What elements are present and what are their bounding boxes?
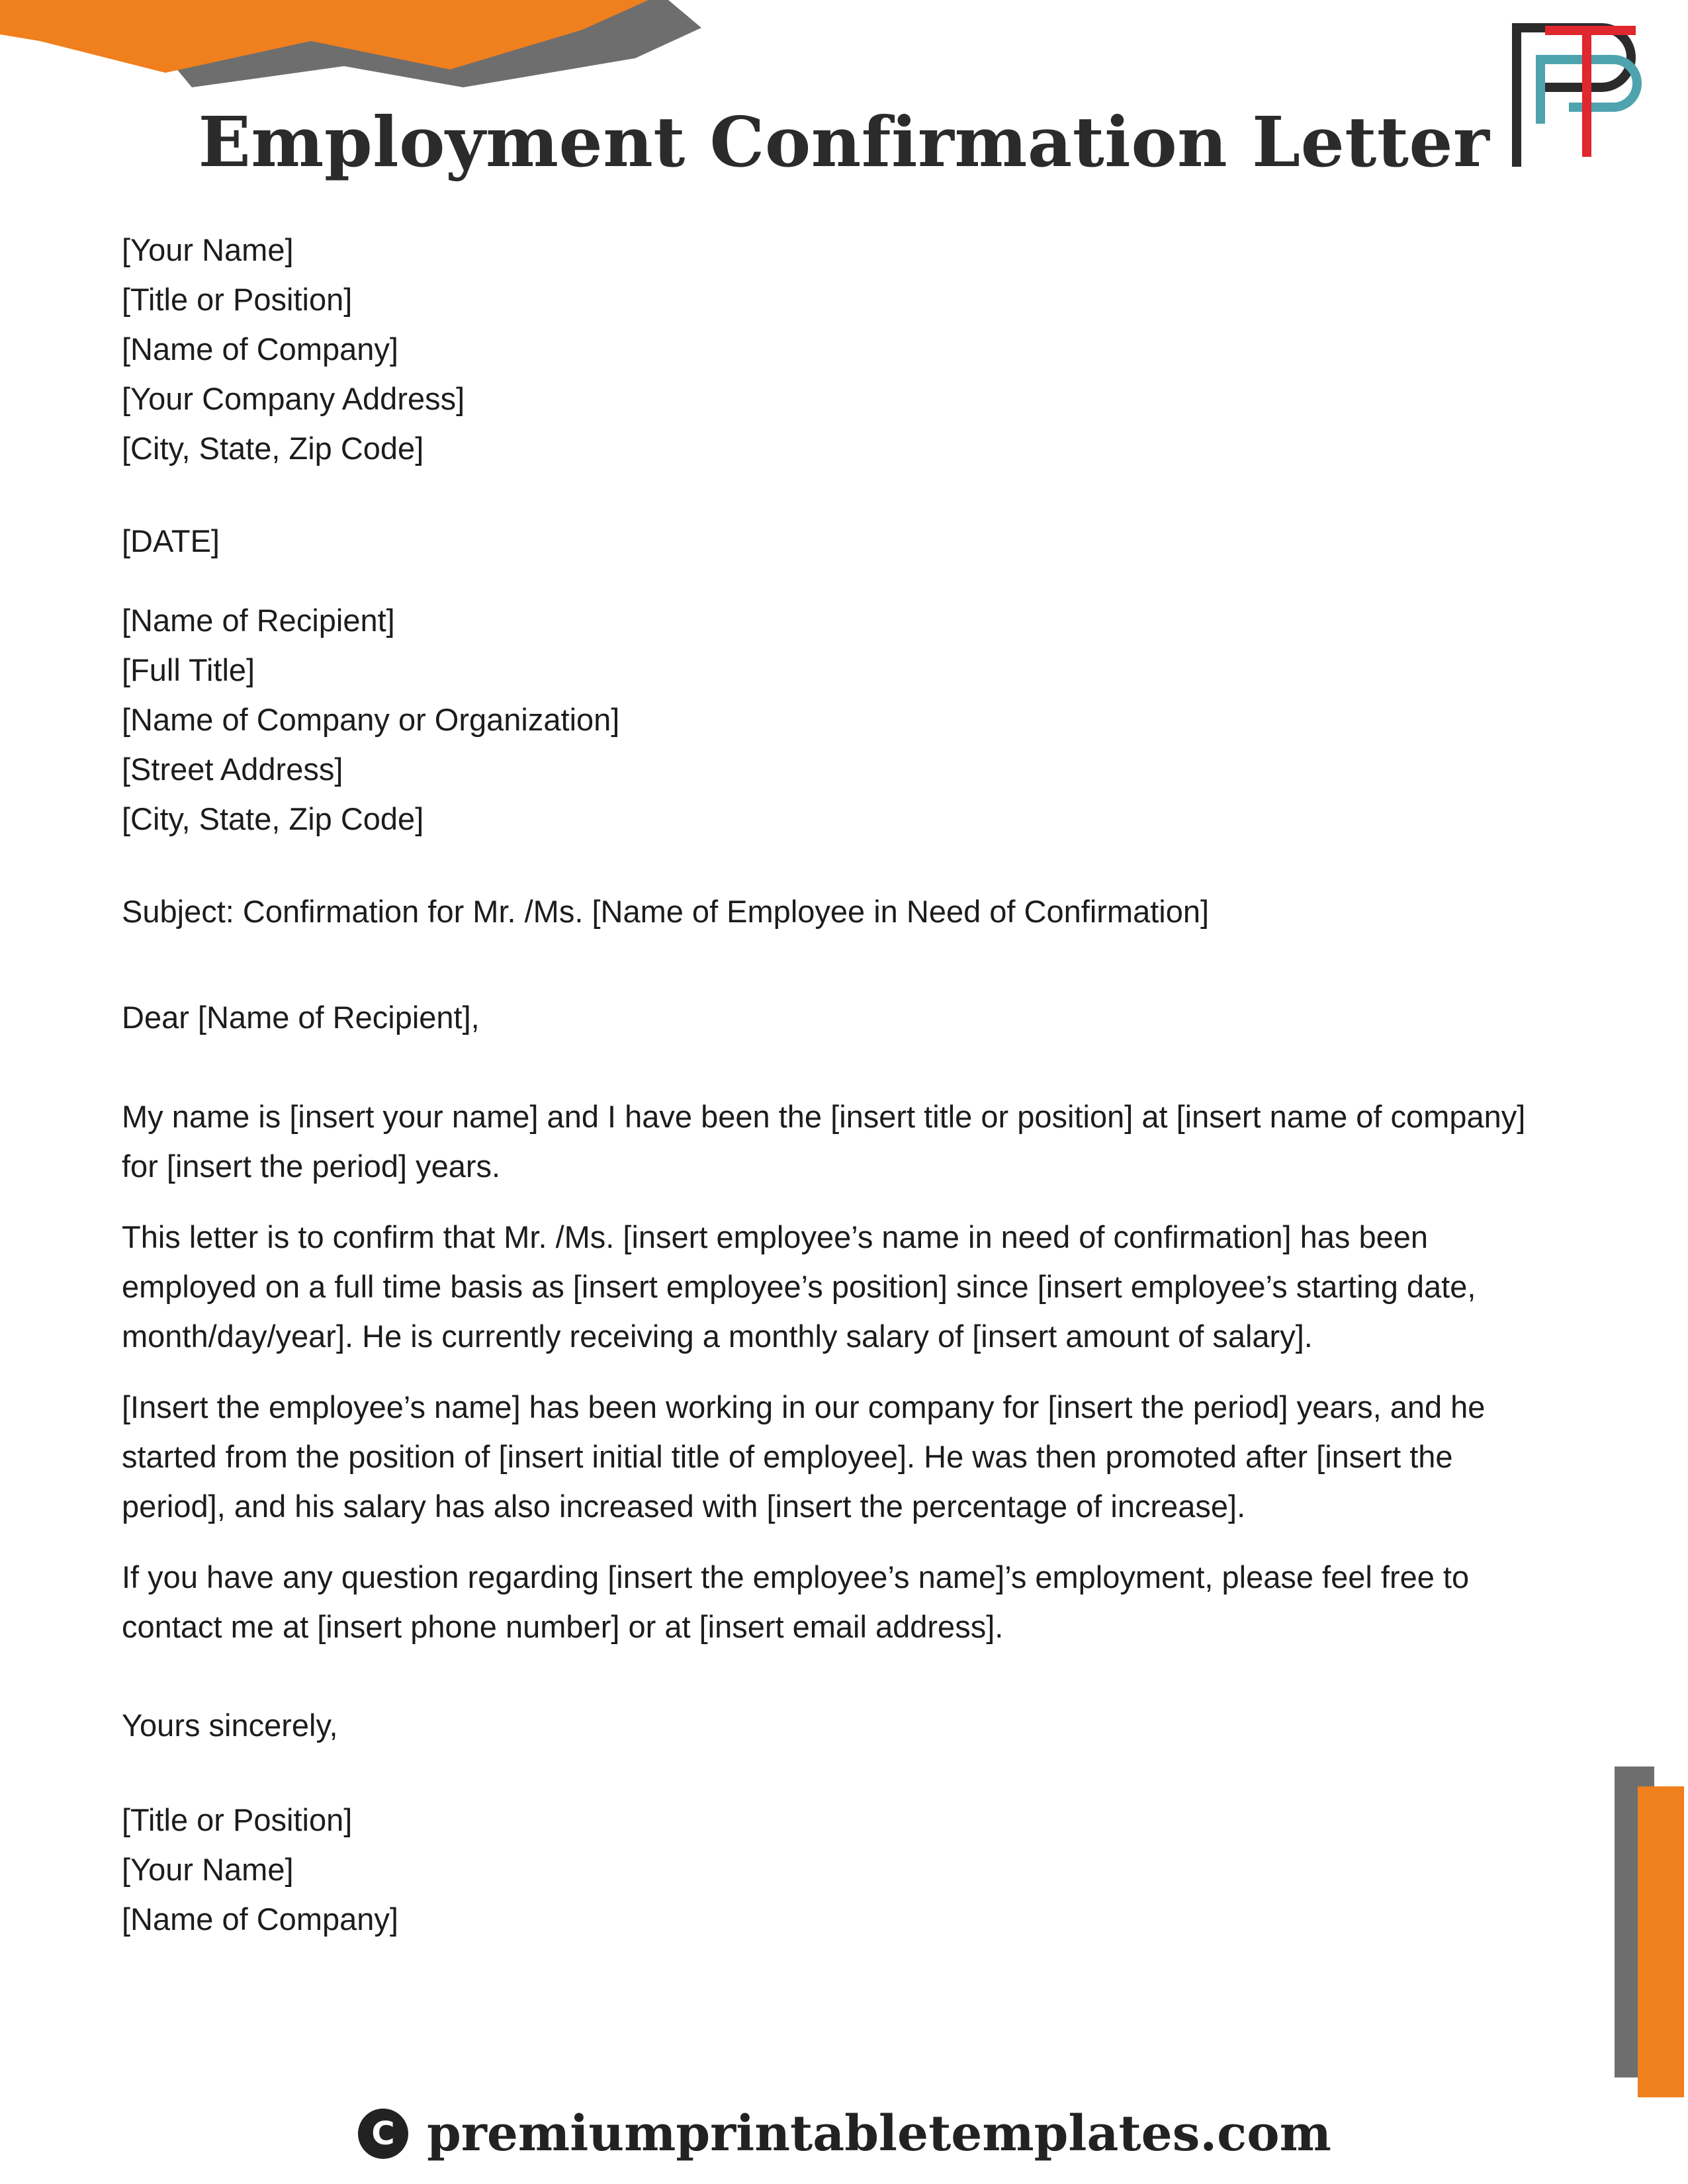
body-paragraph: If you have any question regarding [insert the employee’s name]’s employment, please feel free to contact me at [insert phone number] or at [insert email address]. [122, 1559, 1470, 1644]
recipient-address [122, 595, 1551, 844]
subject-line: Subject: Confirmation for Mr. /Ms. [Name of Employee in Need of Confirmation] [122, 894, 1210, 929]
body-paragraph: This letter is to confirm that Mr. /Ms. [insert employee’s name in need of confirmation] has been employed on a full time basis as [insert employee’s position] since [insert employee’s starting date, month/day/year]. He is currently receiving a monthly salary of [insert amount of salary]. [122, 1219, 1476, 1354]
recipient-line: [Name of Company or Organization] [122, 702, 620, 737]
letter-body [122, 225, 1551, 1944]
sender-line: [Your Company Address] [122, 381, 465, 416]
signature-line: [Title or Position] [122, 1802, 353, 1837]
salutation: Dear [Name of Recipient], [122, 1000, 480, 1035]
signature-line: [Your Name] [122, 1852, 294, 1887]
document-title: Employment Confirmation Letter [198, 101, 1490, 183]
body-paragraph: My name is [insert your name] and I have been the [insert title or position] at [insert name of company] for [insert the period] years. [122, 1099, 1526, 1184]
letter-date: [DATE] [122, 523, 220, 558]
side-bar-decoration [1615, 1767, 1688, 2097]
sender-line: [City, State, Zip Code] [122, 431, 424, 466]
closing: Yours sincerely, [122, 1708, 338, 1743]
top-banner-decoration [0, 0, 715, 93]
recipient-line: [Full Title] [122, 652, 255, 687]
footer [0, 2101, 1688, 2167]
recipient-line: [City, State, Zip Code] [122, 801, 424, 836]
recipient-line: [Name of Recipient] [122, 603, 395, 638]
signature-block [122, 1795, 1551, 1944]
svg-text:C: C [371, 2115, 395, 2152]
sender-address [122, 225, 1551, 473]
sender-line: [Title or Position] [122, 282, 353, 317]
recipient-line: [Street Address] [122, 752, 343, 787]
signature-line: [Name of Company] [122, 1901, 398, 1937]
website-url[interactable]: premiumprintabletemplates.com [427, 2105, 1331, 2162]
copyright-icon [357, 2107, 410, 2160]
body-paragraph: [Insert the employee’s name] has been working in our company for [insert the period] years, and he started from the position of [insert initial title of employee]. He was then promoted after [insert the period], and his salary has also increased with [insert the percentage of increase]. [122, 1389, 1486, 1524]
sender-line: [Name of Company] [122, 331, 398, 367]
sender-line: [Your Name] [122, 232, 294, 267]
